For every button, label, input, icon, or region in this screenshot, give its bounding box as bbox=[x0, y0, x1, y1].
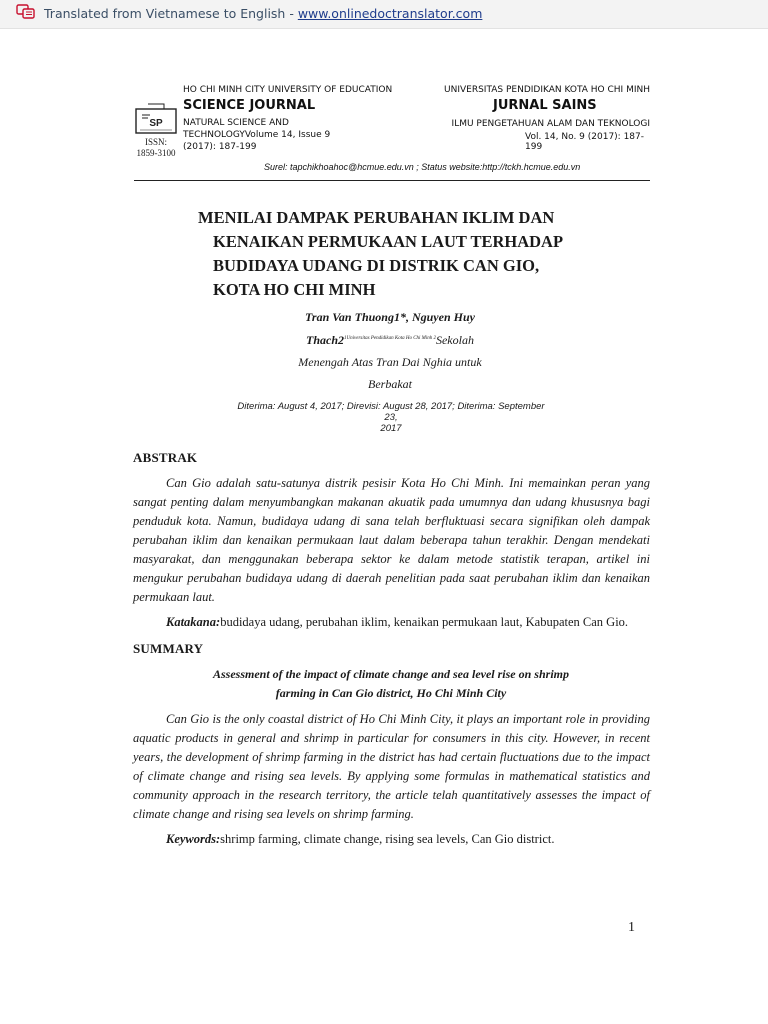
title-line: MENILAI DAMPAK PERUBAHAN IKLIM DAN bbox=[198, 208, 555, 227]
affiliation-text: Sekolah bbox=[435, 333, 474, 347]
affiliation-superscript: 1Universitas Pendidikan Kota Ho Chi Minh 2 bbox=[344, 336, 436, 341]
affiliation-line: Berbakat bbox=[368, 377, 412, 391]
author-name: Thach2 bbox=[306, 333, 345, 347]
left-journal-sub2: TECHNOLOGYVolume 14, Issue 9 bbox=[183, 130, 331, 140]
abstract-heading: ABSTRAK bbox=[133, 450, 198, 465]
left-journal-sub3: (2017): 187-199 bbox=[183, 142, 257, 152]
english-title-line: farming in Can Gio district, Ho Chi Minh City bbox=[275, 686, 507, 700]
banner-message bbox=[44, 6, 482, 21]
english-title bbox=[160, 665, 622, 703]
emblem-text: SP bbox=[149, 118, 163, 129]
summary-paragraph bbox=[133, 710, 650, 824]
left-journal-name: SCIENCE JOURNAL bbox=[183, 98, 316, 113]
keywords-value: shrimp farming, climate change, rising sea levels, Can Gio district. bbox=[220, 832, 555, 846]
right-journal-sub3: 199 bbox=[525, 142, 543, 152]
right-journal-sub1: ILMU PENGETAHUAN ALAM DAN TEKNOLOGI bbox=[451, 119, 650, 129]
title-line: KOTA HO CHI MINH bbox=[213, 280, 376, 299]
affiliation-line: Menengah Atas Tran Dai Nghia untuk bbox=[298, 355, 482, 369]
abstract-text: Can Gio adalah satu-satunya distrik pesisir Kota Ho Chi Minh. Ini memainkan peran yang sangat penting dalam menyumbangkan makanan akuatik pada umumnya dan udang khususnya bagi penduduk kota. Namun, budidaya udang di sana telah berfluktuasi secara signifikan oleh dampak perubahan iklim dan kenaikan permukaan laut dalam beberapa tahun terakhir. Dengan mendekati masyarakat, dan menggunakan beberapa sektor ke dalam metode statistik terapan, artikel ini mengukur perubahan budidaya udang di daerah penelitian pada saat perubahan iklim dan kenaikan permukaan laut. bbox=[133, 476, 650, 604]
left-journal-sub1: NATURAL SCIENCE AND bbox=[183, 118, 289, 128]
university-emblem-icon bbox=[134, 101, 178, 135]
issn-number: 1859-3100 bbox=[136, 148, 176, 158]
right-journal-name: JURNAL SAINS bbox=[493, 98, 597, 113]
translation-banner bbox=[0, 0, 768, 29]
article-title bbox=[198, 206, 618, 302]
keywords-label: Keywords: bbox=[166, 832, 221, 846]
dates-line: 2017 bbox=[380, 423, 402, 434]
journal-contact: Surel: tapchikhoahoc@hcmue.edu.vn ; Status website:http://tckh.hcmue.edu.vn bbox=[264, 162, 581, 172]
abstract-paragraph bbox=[133, 474, 650, 607]
authors-line: Tran Van Thuong1*, Nguyen Huy bbox=[305, 310, 475, 324]
authors-line bbox=[240, 328, 540, 351]
right-institution: UNIVERSITAS PENDIDIKAN KOTA HO CHI MINH bbox=[444, 85, 650, 95]
page-number: 1 bbox=[628, 920, 635, 935]
title-line: KENAIKAN PERMUKAAN LAUT TERHADAP bbox=[213, 232, 564, 251]
banner-prefix: Translated from Vietnamese to English - bbox=[44, 6, 298, 21]
left-institution: HO CHI MINH CITY UNIVERSITY OF EDUCATION bbox=[183, 85, 393, 95]
summary-keywords bbox=[166, 832, 554, 847]
keywords-label: Katakana: bbox=[166, 615, 221, 629]
summary-text: Can Gio is the only coastal district of Ho Chi Minh City, it plays an important role in providing aquatic products in general and shrimp in particular for consumers in this city. However, in recent years, the development of shrimp farming in the district has had certain fluctuations due to the impact of climate change and rising sea levels. By applying some formulas in mathematical statistics and community approach in the research territory, the article telah quantitatively assesses the impact of climate change and rising sea levels on shrimp farming. bbox=[133, 712, 650, 821]
translator-link[interactable]: www.onlinedoctranslator.com bbox=[297, 6, 483, 21]
keywords-value: budidaya udang, perubahan iklim, kenaikan permukaan laut, Kabupaten Can Gio. bbox=[220, 615, 629, 629]
author-block bbox=[240, 306, 540, 395]
summary-heading: SUMMARY bbox=[133, 641, 204, 656]
abstract-keywords bbox=[166, 615, 628, 630]
translator-logo-icon bbox=[16, 4, 36, 19]
english-title-line: Assessment of the impact of climate change and sea level rise on shrimp bbox=[213, 667, 569, 681]
dates-line: Diterima: August 4, 2017; Direvisi: August 28, 2017; Diterima: September 23, bbox=[237, 401, 545, 423]
submission-dates bbox=[230, 401, 552, 434]
issn-label: ISSN: bbox=[144, 137, 167, 147]
right-journal-sub2: Vol. 14, No. 9 (2017): 187- bbox=[525, 132, 644, 142]
title-line: BUDIDAYA UDANG DI DISTRIK CAN GIO, bbox=[213, 256, 540, 275]
header-divider bbox=[134, 180, 650, 181]
issn-block bbox=[133, 137, 179, 159]
